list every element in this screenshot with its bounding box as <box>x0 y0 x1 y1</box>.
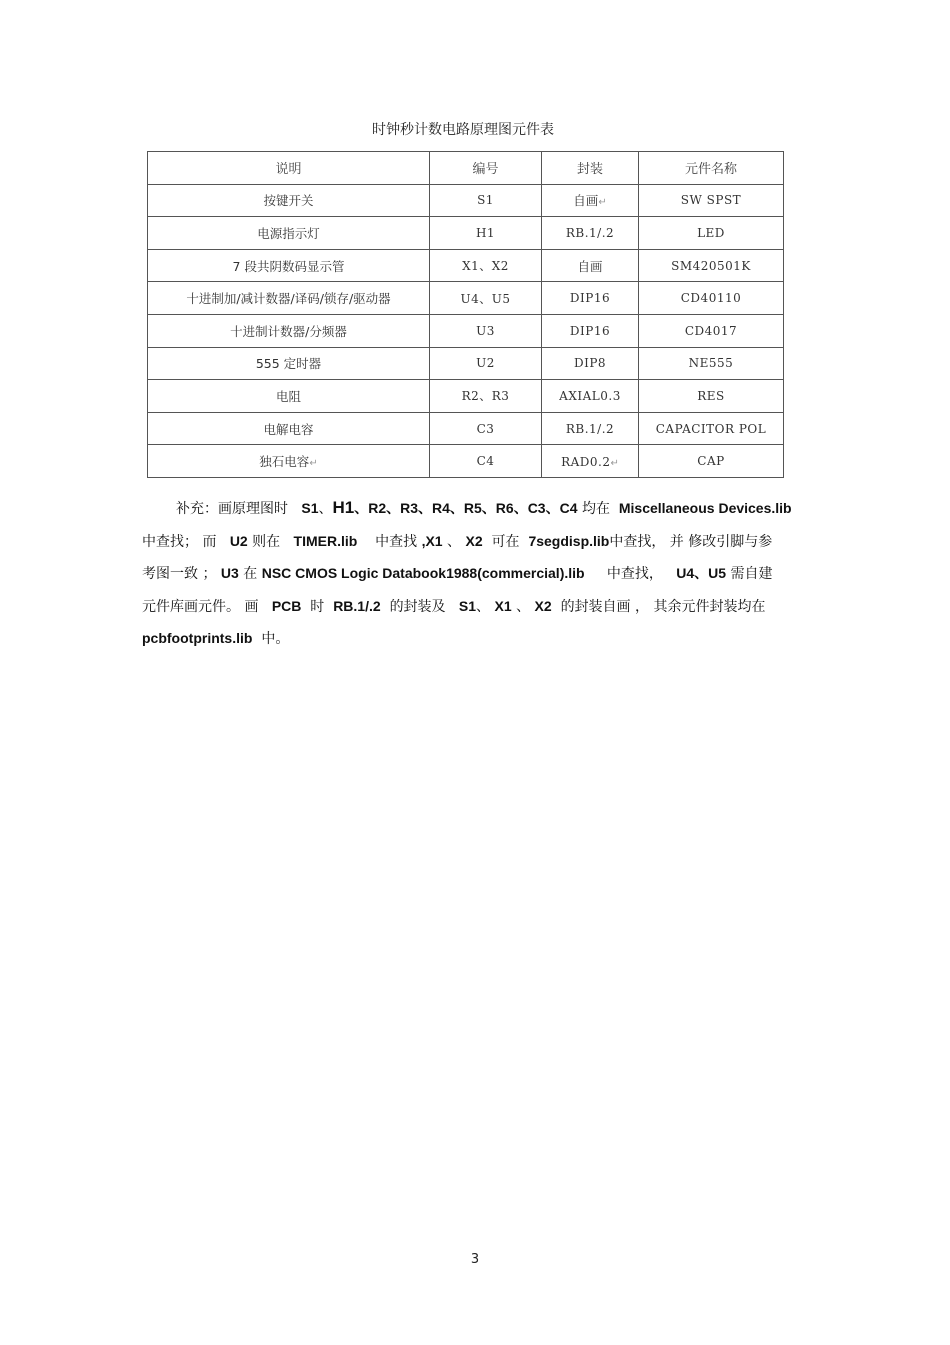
cell-designator: U4、U5 <box>430 282 542 315</box>
table-row <box>148 184 784 217</box>
designator-s1: S1 <box>458 597 477 614</box>
paragraph-mark-icon: ↵ <box>309 458 318 470</box>
table-row <box>148 445 784 478</box>
cell-description: 十进制加/减计数器/译码/锁存/驱动器 <box>148 282 430 315</box>
library-name: Miscellaneous Devices.lib <box>618 500 792 516</box>
table-row <box>148 282 784 315</box>
designator-h1: H1 <box>332 498 355 517</box>
header-designator: 编号 <box>430 152 542 185</box>
footprint-rb: RB.1/.2 <box>333 597 381 614</box>
table-row <box>148 217 784 250</box>
note-text: 中。 <box>261 631 290 647</box>
cell-designator: S1 <box>430 184 542 217</box>
cell-footprint: RB.1/.2 <box>542 412 639 445</box>
note-text: 中查找， 并 修改引脚与参 <box>609 533 773 550</box>
cell-footprint-text: RAD0.2 <box>561 454 611 469</box>
supplement-note <box>142 492 822 656</box>
cell-component-name: RES <box>639 380 784 413</box>
library-name: pcbfootprints.lib <box>142 630 253 646</box>
designator-s1: S1 <box>301 500 319 516</box>
library-name: TIMER.lib <box>293 532 358 549</box>
cell-description <box>148 445 430 478</box>
cell-component-name: CAPACITOR POL <box>639 412 784 445</box>
cell-footprint: DIP16 <box>542 282 639 315</box>
note-text: 考图一致 ； <box>142 566 217 582</box>
note-text: 、 <box>516 598 531 615</box>
paragraph-mark-icon: ↵ <box>598 197 607 209</box>
designator-list: 、R2、R3、R4、R5、R6、C3、C4 <box>354 500 578 516</box>
component-table <box>147 151 784 478</box>
table-caption: 时钟秒计数电路原理图元件表 <box>372 122 554 138</box>
cell-description-text: 独石电容 <box>259 454 310 470</box>
note-text: 中查找， <box>606 566 663 582</box>
table-row <box>148 380 784 413</box>
cell-footprint: DIP16 <box>542 314 639 347</box>
cell-description: 电阻 <box>148 380 430 413</box>
note-text: 中查找； 而 <box>142 533 217 550</box>
cell-component-name: LED <box>639 217 784 250</box>
cell-designator: X1、X2 <box>430 249 542 282</box>
note-text: 元件库画元件。 画 <box>142 598 259 615</box>
designator-x1: X1 <box>494 597 512 614</box>
note-line-5 <box>142 623 822 656</box>
library-name: NSC CMOS Logic Databook1988(commercial).lib <box>261 565 585 581</box>
header-footprint: 封装 <box>542 152 639 185</box>
header-component-name: 元件名称 <box>639 152 784 185</box>
cell-component-name: NE555 <box>639 347 784 380</box>
note-text: 补充：画原理图时 <box>176 501 288 517</box>
cell-component-name: SM420501K <box>639 249 784 282</box>
cell-designator: R2、R3 <box>430 380 542 413</box>
cell-description: 按键开关 <box>148 184 430 217</box>
cell-designator: U2 <box>430 347 542 380</box>
table-row <box>148 347 784 380</box>
cell-footprint-text: 自画 <box>573 193 599 209</box>
note-text: 可在 <box>491 533 520 550</box>
cell-footprint: DIP8 <box>542 347 639 380</box>
cell-description: 十进制计数器/分频器 <box>148 314 430 347</box>
cell-description: 电解电容 <box>148 412 430 445</box>
table-row <box>148 412 784 445</box>
note-text: 在 <box>243 566 258 582</box>
table-row <box>148 249 784 282</box>
designator-u2: U2 <box>229 532 248 549</box>
cell-description: 7 段共阴数码显示管 <box>148 249 430 282</box>
note-text: 时 <box>310 598 325 615</box>
cell-designator: U3 <box>430 314 542 347</box>
paragraph-mark-icon: ↵ <box>610 457 619 469</box>
header-description: 说明 <box>148 152 430 185</box>
cell-designator: H1 <box>430 217 542 250</box>
table-header-row <box>148 152 784 185</box>
note-line-2 <box>142 526 822 559</box>
designator-x2: X2 <box>534 597 552 614</box>
cell-component-name: SW SPST <box>639 184 784 217</box>
cell-footprint: AXIAL0.3 <box>542 380 639 413</box>
cell-component-name: CD4017 <box>639 314 784 347</box>
designator-u4-u5: U4、U5 <box>676 565 726 581</box>
note-text: 的封装自画 ， 其余元件封装均在 <box>560 598 766 615</box>
cell-footprint <box>542 445 639 478</box>
cell-footprint <box>542 184 639 217</box>
cell-description: 电源指示灯 <box>148 217 430 250</box>
cell-footprint: RB.1/.2 <box>542 217 639 250</box>
note-text: 的封装及 <box>389 598 446 615</box>
page-number: 3 <box>470 1252 480 1267</box>
cell-component-name: CAP <box>639 445 784 478</box>
cell-designator: C4 <box>430 445 542 478</box>
note-text: 、 <box>447 533 462 550</box>
note-line-4 <box>142 591 822 624</box>
note-text: 、 <box>476 598 491 615</box>
cell-component-name: CD40110 <box>639 282 784 315</box>
cell-designator: C3 <box>430 412 542 445</box>
designator-x1: ,X1 <box>421 532 443 549</box>
note-text: 则在 <box>252 533 281 550</box>
table-row <box>148 314 784 347</box>
designator-u3: U3 <box>220 565 239 581</box>
cell-footprint: 自画 <box>542 249 639 282</box>
note-text: 中查找 <box>375 533 418 550</box>
library-name: 7segdisp.lib <box>528 532 610 549</box>
designator-x2: X2 <box>465 532 483 549</box>
note-text: 需自建 <box>730 566 773 582</box>
pcb-label: PCB <box>271 597 302 614</box>
note-text: 均在 <box>581 501 610 517</box>
note-text: 、 <box>318 501 333 517</box>
note-line-3 <box>142 558 822 591</box>
cell-description: 555 定时器 <box>148 347 430 380</box>
note-line-1 <box>142 492 822 526</box>
